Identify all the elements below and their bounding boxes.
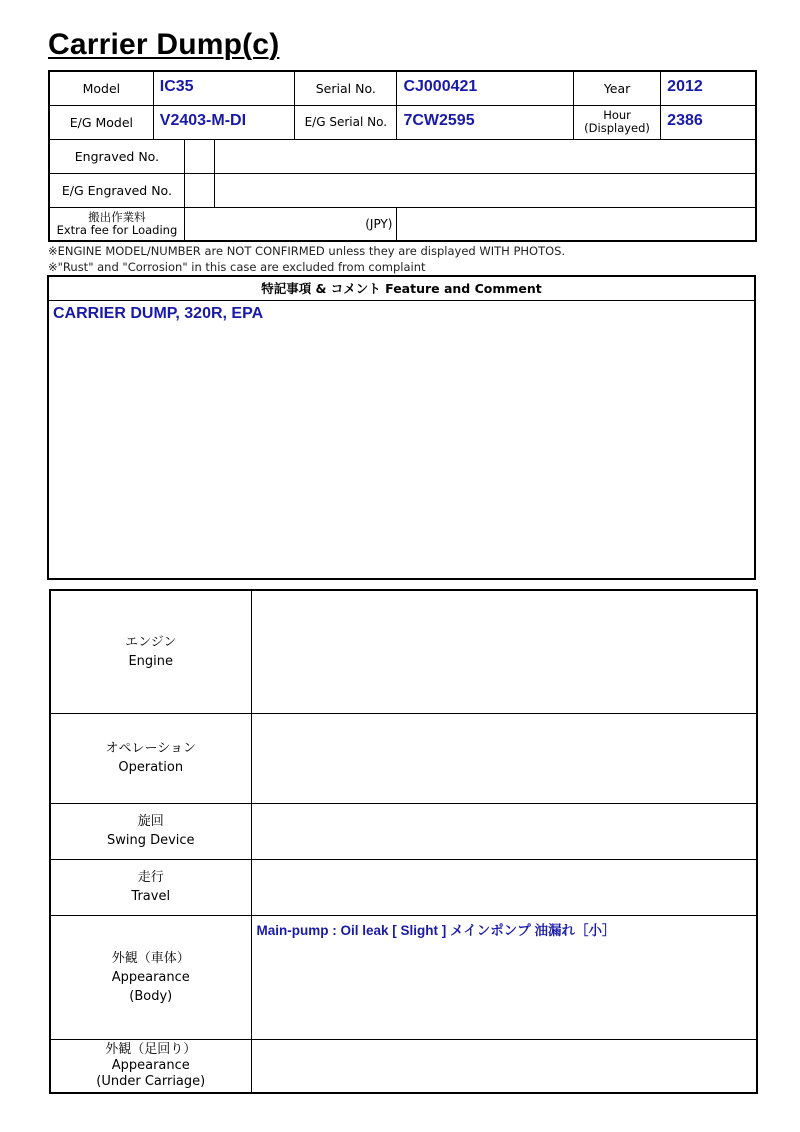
inspection-row-body [50,915,757,1039]
header-table [48,70,757,242]
body-value: Main-pump : Oil leak [ Slight ] メインポンプ 油漏れ［小］ [251,915,757,1039]
year-value: 2012 [661,71,756,105]
eg-engraved-label [49,173,184,207]
feature-box [47,275,756,580]
travel-label-jp: 走行 [137,870,164,885]
serial-label: Serial No. [295,71,397,105]
model-label: Model [49,71,153,105]
operation-value [251,713,757,803]
operation-label-jp: オペレーション [105,741,196,756]
inspection-row-undercarriage [50,1039,757,1093]
eg-serial-value: 7CW2595 [397,105,573,139]
undercarriage-label-en1: Appearance [111,1057,190,1073]
body-label-jp: 外観（車体） [111,950,190,966]
swing-value [251,803,757,859]
engine-label-jp: エンジン [125,634,177,650]
eg-engraved-divider [214,174,215,207]
inspection-table [49,589,758,1094]
engraved-divider [214,140,215,173]
fee-label-jp: 搬出作業料 [88,209,146,224]
page-title: Carrier Dump(c) [48,28,280,61]
inspection-row-engine [50,590,757,713]
engraved-value [184,139,756,173]
body-label [50,915,251,1039]
swing-label-en: Swing Device [106,833,195,848]
inspection-row-travel [50,859,757,915]
eg-engraved-label-text: E/G Engraved No. [61,182,172,198]
inspection-row-operation [50,713,757,803]
engine-label [50,590,251,713]
note-engine: ※ENGINE MODEL/NUMBER are NOT CONFIRMED unless they are displayed WITH PHOTOS. [48,244,566,258]
engraved-label-text: Engraved No. [74,148,160,164]
serial-value: CJ000421 [397,71,573,105]
undercarriage-label-jp: 外観（足回り） [105,1041,197,1057]
eg-serial-label: E/G Serial No. [295,105,397,139]
eg-model-value: V2403-M-DI [153,105,294,139]
undercarriage-label-en2: (Under Carriage) [96,1073,206,1089]
body-label-en1: Appearance [111,969,190,985]
note-rust: ※"Rust" and "Corrosion" in this case are excluded from complaint [48,260,426,274]
fee-currency: (JPY) [184,207,397,241]
model-value: IC35 [153,71,294,105]
undercarriage-value [251,1039,757,1093]
undercarriage-label [50,1039,251,1093]
operation-label-en: Operation [118,760,184,775]
operation-label [50,713,251,803]
hour-value: 2386 [661,105,756,139]
eg-engraved-value [184,173,756,207]
body-label-en2: (Body) [129,988,173,1004]
feature-text: CARRIER DUMP, 320R, EPA [53,305,264,322]
engine-label-en: Engine [128,653,174,669]
year-label: Year [573,71,660,105]
inspection-row-swing [50,803,757,859]
fee-value [397,207,756,241]
feature-heading: 特記事項 & コメント Feature and Comment [49,277,754,301]
eg-model-label: E/G Model [49,105,153,139]
hour-label-line2: (Displayed) [584,121,650,135]
fee-label [49,207,184,241]
swing-label-jp: 旋回 [137,814,164,829]
hour-label-line1: Hour [603,108,631,122]
travel-label [50,859,251,915]
engraved-label [49,139,184,173]
travel-label-en: Travel [131,889,171,904]
hour-label [573,105,660,139]
engine-value [251,590,757,713]
travel-value [251,859,757,915]
fee-label-en: Extra fee for Loading [56,222,178,237]
swing-label [50,803,251,859]
